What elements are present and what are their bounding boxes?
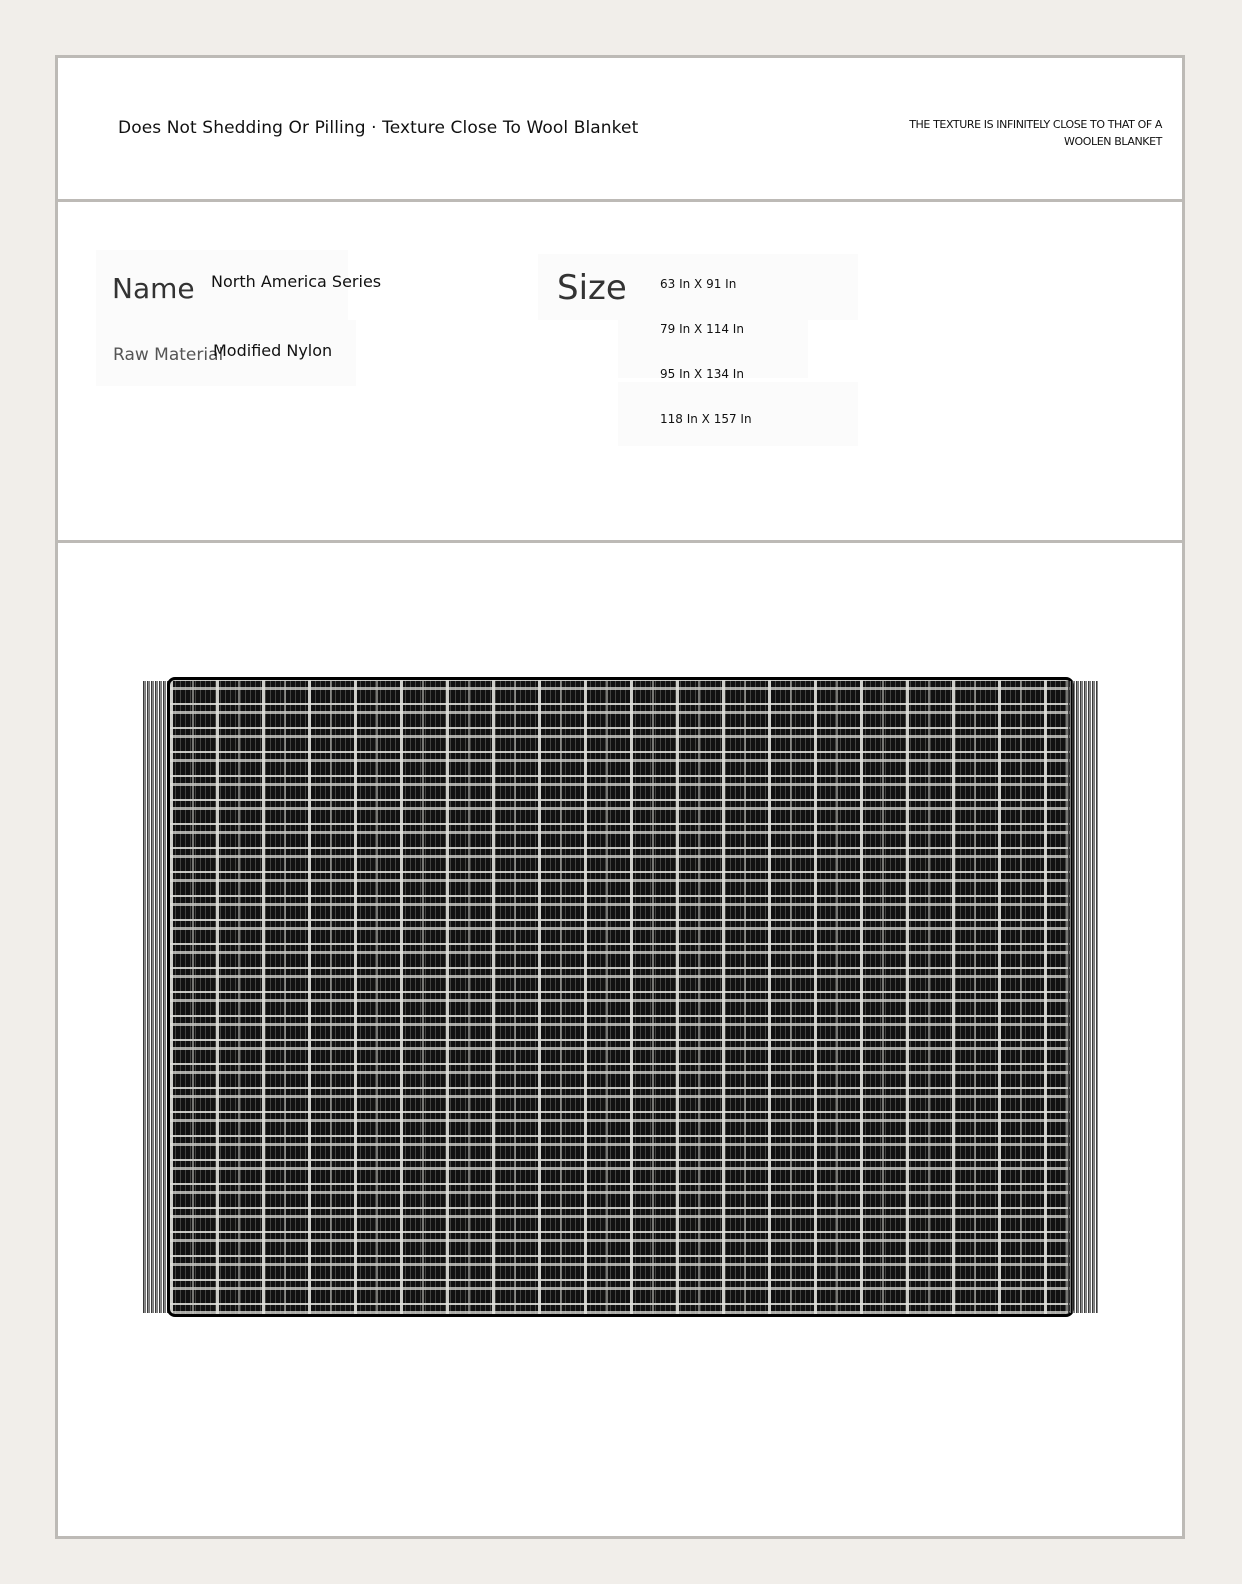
material-value: Modified Nylon [213, 341, 333, 360]
headline: Does Not Shedding Or Pilling · Texture Close To Wool Blanket [118, 118, 639, 138]
rug-fringe-right [1068, 677, 1098, 1317]
tagline: THE TEXTURE IS INFINITELY CLOSE TO THAT OF A WOOLEN BLANKET [909, 118, 1162, 148]
product-sheet [55, 55, 1185, 1539]
name-value: North America Series [211, 272, 382, 291]
size-option: 79 In X 114 In [660, 322, 744, 336]
rug-image [143, 677, 1098, 1317]
size-option: 95 In X 134 In [660, 367, 744, 381]
rug-body [167, 677, 1074, 1317]
size-option: 118 In X 157 In [660, 412, 752, 426]
header-section [58, 58, 1182, 202]
size-option: 63 In X 91 In [660, 277, 737, 291]
product-photo [58, 543, 1182, 1539]
material-label: Raw Material [113, 345, 224, 365]
specs-section [58, 202, 1182, 543]
size-label: Size [557, 268, 627, 308]
name-label: Name [112, 272, 195, 305]
